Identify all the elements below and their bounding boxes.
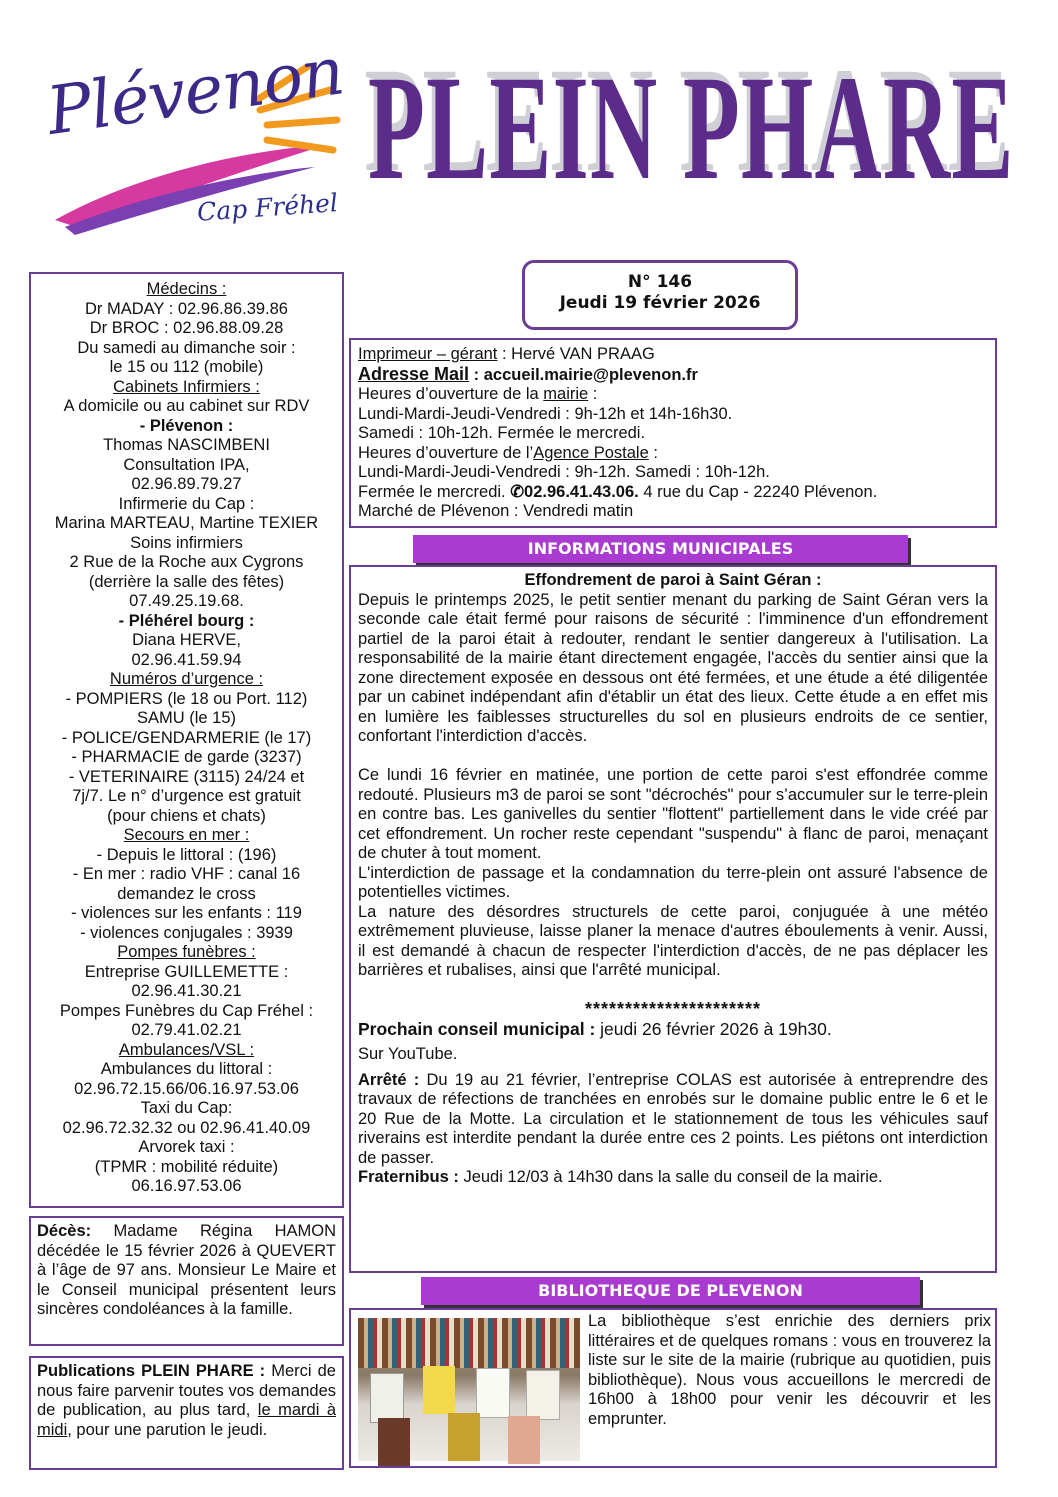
contact-line: Du samedi au dimanche soir : xyxy=(77,338,296,357)
hours-label-colon: : xyxy=(588,385,598,403)
deces-text: Madame Régina HAMON décédée le 15 février 2026 à QUEVERT à l’âge de 97 ans. Monsieur Le Maire et le Conseil municipal présentent leurs sincères condoléances à la famille. xyxy=(37,1222,336,1318)
contact-line: Dr MADAY : 02.96.86.39.86 xyxy=(84,299,288,318)
contact-line: - violences sur les enfants : 119 xyxy=(71,904,302,922)
hours-label-mairie: mairie xyxy=(543,385,589,403)
article-paragraph-2: Ce lundi 16 février en matinée, une portion de cette paroi s'est effondrée comme redouté. Plusieurs m3 de paroi se sont "décrochés" pour s’accumuler sur le terre-plein en contre bas. Les ganivelles du sentier "flottent" partiellement dans le vide créé par cet effondrement. Un rocher reste cependant "suspendu" à flanc de paroi, menaçant de chuter à tout moment. xyxy=(358,766,988,862)
contact-line: 02.96.72.15.66/06.16.97.53.06 xyxy=(74,1079,299,1098)
mail-label: Adresse Mail xyxy=(358,363,470,384)
fraternibus-label: Fraternibus : xyxy=(358,1168,459,1186)
contact-line: Pompes Funèbres du Cap Fréhel : xyxy=(59,1001,314,1020)
hours-weekdays: Lundi-Mardi-Jeudi-Vendredi : 9h-12h et 14h-16h30. xyxy=(358,404,733,423)
contact-line: - Depuis le littoral : (196) xyxy=(96,845,277,864)
market-info: Marché de Plévenon : Vendredi matin xyxy=(358,502,634,520)
contact-line: Taxi du Cap: xyxy=(140,1099,233,1117)
contact-line: Ambulances du littoral : xyxy=(100,1060,273,1078)
contact-line: 02.79.41.02.21 xyxy=(131,1021,242,1039)
contacts-box xyxy=(29,272,344,1208)
contact-line: Arvorek taxi : xyxy=(138,1138,235,1156)
printer-label: Imprimeur – gérant xyxy=(358,345,498,363)
contact-line: Consultation IPA, xyxy=(123,455,250,474)
contact-line: - En mer : radio VHF : canal 16 xyxy=(72,865,301,883)
bibliotheque-box xyxy=(349,1308,997,1468)
mairie-info-box xyxy=(349,338,997,528)
banner-bibliotheque: BIBLIOTHEQUE DE PLEVENON xyxy=(421,1277,920,1305)
banner-informations-municipales: INFORMATIONS MUNICIPALES xyxy=(413,535,908,563)
post-label: Heures d’ouverture de l’ xyxy=(358,443,534,462)
issue-box xyxy=(522,260,798,330)
contact-line: (pour chiens et chats) xyxy=(107,806,266,825)
books-photo xyxy=(358,1318,580,1461)
contact-line: Infirmerie du Cap : xyxy=(118,494,255,513)
contact-line: (derrière la salle des fêtes) xyxy=(88,572,285,591)
post-label-colon: : xyxy=(648,443,658,462)
contact-line: - POMPIERS (le 18 ou Port. 112) xyxy=(65,689,308,708)
post-closed: Fermée le mercredi. xyxy=(358,482,511,501)
contact-line: SAMU (le 15) xyxy=(136,709,237,727)
separator-stars: ********************** xyxy=(584,999,762,1019)
arrete-label: Arrêté : xyxy=(358,1070,420,1089)
article-box xyxy=(349,565,997,1273)
post-phone: ✆02.96.41.43.06. xyxy=(510,482,639,501)
contact-line: 02.96.72.32.32 ou 02.96.41.40.09 xyxy=(62,1118,311,1137)
contact-line: Secours en mer : xyxy=(123,826,250,844)
conseil-date: jeudi 26 février 2026 à 19h30. xyxy=(595,1018,832,1039)
contact-line: A domicile ou au cabinet sur RDV xyxy=(63,397,310,415)
contact-line: Ambulances/VSL : xyxy=(118,1040,255,1059)
contact-line: 02.96.41.59.94 xyxy=(131,650,242,669)
post-label-agence: Agence Postale xyxy=(533,443,649,462)
contact-line: (TPMR : mobilité réduite) xyxy=(94,1157,279,1176)
contact-line: 2 Rue de la Roche aux Cygrons xyxy=(69,553,304,571)
contact-line: Cabinets Infirmiers : xyxy=(113,377,260,396)
contact-line: Entreprise GUILLEMETTE : xyxy=(84,962,289,981)
issue-number: N° 146 xyxy=(627,272,693,292)
contact-line: - Plévenon : xyxy=(139,416,234,435)
contact-line: - violences conjugales : 3939 xyxy=(80,923,293,942)
deces-label: Décès: xyxy=(37,1222,92,1240)
contact-line: Soins infirmiers xyxy=(130,533,243,552)
page-title: PLEIN PHARE xyxy=(368,45,1015,211)
contact-line: - Pléhérel bourg : xyxy=(118,611,255,630)
publications-text-end: , pour une parution le jeudi. xyxy=(67,1420,268,1439)
logo-name: Plévenon xyxy=(42,32,348,150)
contact-line: 07.49.25.19.68. xyxy=(129,592,244,610)
publications-label: Publications PLEIN PHARE : xyxy=(37,1362,266,1380)
contact-line: - POLICE/GENDARMERIE (le 17) xyxy=(61,728,312,747)
deces-box xyxy=(29,1216,344,1346)
hours-label: Heures d’ouverture de la xyxy=(358,385,544,403)
contact-line: le 15 ou 112 (mobile) xyxy=(109,358,264,376)
contact-line: - VETERINAIRE (3115) 24/24 et xyxy=(68,767,305,786)
contact-line: demandez le cross xyxy=(117,884,256,903)
printer-value: : Hervé VAN PRAAG xyxy=(497,345,655,363)
contact-line: Diana HERVE, xyxy=(132,631,241,649)
contact-line: Numéros d’urgence : xyxy=(109,670,264,688)
contact-line: Médecins : xyxy=(146,280,227,298)
contact-line: 7j/7. Le n° d’urgence est gratuit xyxy=(72,787,301,805)
bibliotheque-text: La bibliothèque s’est enrichie des derniers prix littéraires et de quelques romans : vous en trouverez la liste sur le site de la mairie (rubrique au quotidien, puis bibliothèque). Nous vous accueillons le mercredi de 16h00 à 18h00 pour venir les découvrir et les emprunter. xyxy=(588,1312,991,1428)
contact-line: Pompes funèbres : xyxy=(117,943,256,961)
mail-value[interactable]: : accueil.mairie@plevenon.fr xyxy=(469,365,698,384)
issue-date: Jeudi 19 février 2026 xyxy=(559,293,761,313)
post-address: 4 rue du Cap - 22240 Plévenon. xyxy=(638,482,878,501)
contact-line: Dr BROC : 02.96.88.09.28 xyxy=(89,319,284,337)
conseil-label: Prochain conseil municipal : xyxy=(358,1018,596,1039)
publications-box xyxy=(29,1356,344,1470)
contact-line: Thomas NASCIMBENI xyxy=(103,436,270,454)
contact-line: Marina MARTEAU, Martine TEXIER xyxy=(54,514,319,532)
masthead xyxy=(368,28,1015,258)
publications-deadline: le mardi à midi xyxy=(37,1401,337,1439)
article-heading: Effondrement de paroi à Saint Géran : xyxy=(524,571,822,589)
contact-line: - PHARMACIE de garde (3237) xyxy=(71,748,302,766)
hours-saturday: Samedi : 10h-12h. Fermée le mercredi. xyxy=(358,424,646,442)
logo xyxy=(42,32,348,245)
publications-text: Merci de nous faire parvenir toutes vos demandes de publication, au plus tard, xyxy=(37,1362,336,1419)
post-hours: Lundi-Mardi-Jeudi-Vendredi : 9h-12h. Samedi : 10h-12h. xyxy=(358,463,770,481)
fraternibus-text: Jeudi 12/03 à 14h30 dans la salle du conseil de la mairie. xyxy=(458,1168,883,1186)
arrete-text: Du 19 au 21 février, l’entreprise COLAS est autorisée à entreprendre des travaux de réfections de tranchées en enrobés sur le domaine public entre le 6 et le 20 Rue de la Motte. La circulation et le stationnement de tous les véhicules sauf riverains est interdite pendant la durée entre ces 2 points. Les piétons ont interdiction de passer. xyxy=(358,1070,989,1167)
article-paragraph-1: Depuis le printemps 2025, le petit sentier menant du parking de Saint Géran vers la seconde cale était fermé pour raisons de sécurité : l'imminence d'un effondrement partiel de la paroi était à redouter, rendant le sentier dangereux à l'utilisation. La responsabilité de la mairie étant directement engagée, l'accès du sentier ainsi que la zone directement exposée en dessous ont été fermées, et une étude a été diligentée par un cabinet indépendant afin d'établir un état des lieux. Cette étude a en effet mis en lumière les faiblesses structurelles du sol en plusieurs endroits de ce sentier, confortant l'interdiction d'accès. xyxy=(358,590,988,745)
youtube-note: Sur YouTube. xyxy=(358,1045,458,1063)
contact-line: 02.96.41.30.21 xyxy=(131,982,242,1000)
logo-subtitle: Cap Fréhel xyxy=(196,188,339,227)
contact-line: 06.16.97.53.06 xyxy=(131,1177,242,1195)
article-paragraph-4: La nature des désordres structurels de cette paroi, conjuguée à une météo extrêmement pluvieuse, laisse planer la menace d'autres éboulements à venir. Aussi, il est demandé à chacun de respecter l'interdiction d'accès, de ne pas déplacer les barrières et rubalises, ainsi que l'arrêté municipal. xyxy=(358,902,988,979)
article-paragraph-3: L'interdiction de passage et la condamnation du terre-plein ont assuré l'absence de potentielles victimes. xyxy=(358,863,988,901)
contact-line: 02.96.89.79.27 xyxy=(131,475,242,493)
